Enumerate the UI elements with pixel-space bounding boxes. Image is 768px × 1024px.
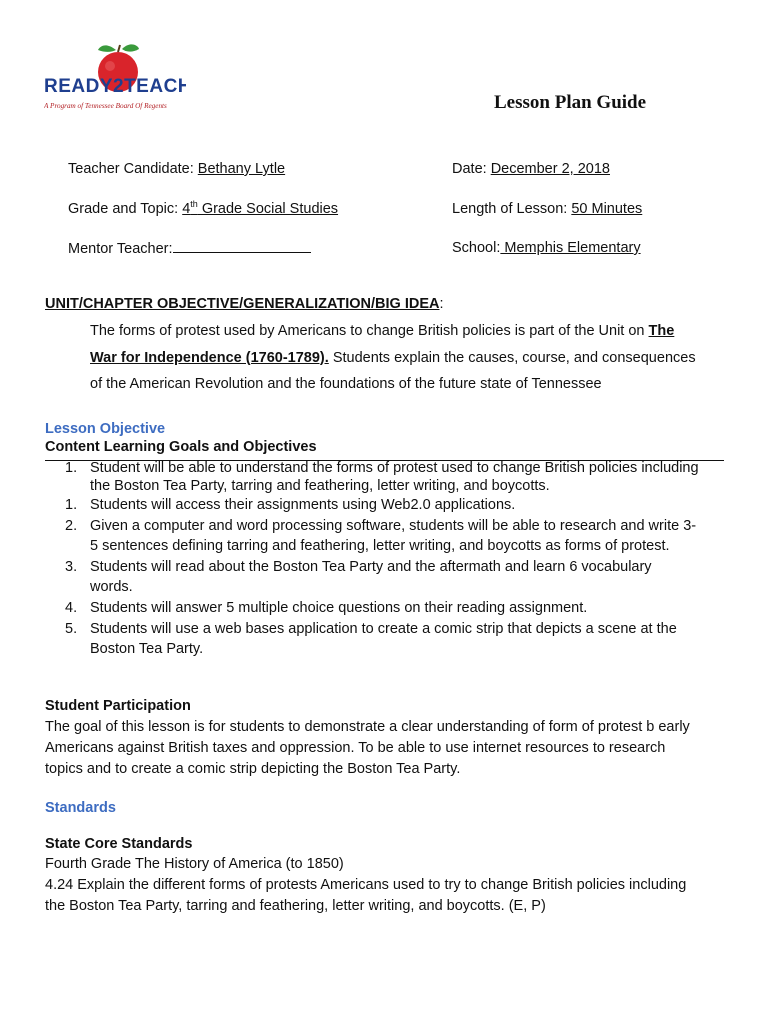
content-goals-heading: Content Learning Goals and Objectives (45, 439, 317, 455)
list-item-cont: words. (90, 579, 133, 596)
list-item-cont: the Boston Tea Party, tarring and feathering, letter writing, and boycotts. (90, 478, 550, 494)
teacher-value: Bethany Lytle (197, 161, 286, 177)
standards-paragraph (45, 854, 686, 917)
unit-line-3: of the American Revolution and the foundations of the future state of Tennessee (90, 376, 602, 392)
participation-line-3: topics and to create a comic strip depicting the Boston Tea Party. (45, 761, 461, 777)
mentor-blank-line (173, 239, 311, 253)
unit-heading-text: UNIT/CHAPTER OBJECTIVE/GENERALIZATION/BIG IDEA (45, 296, 440, 312)
standards-heading: Standards (45, 800, 116, 816)
list-item: 2. Given a computer and word processing software, students will be able to research and write 3- (65, 517, 697, 534)
participation-heading: Student Participation (45, 698, 191, 714)
unit-paragraph (90, 318, 696, 398)
state-core-standards-heading: State Core Standards (45, 836, 193, 852)
standards-line-3: the Boston Tea Party, tarring and feathering, letter writing, and boycotts. (E, P) (45, 898, 546, 914)
logo-wordmark: READY2TEACH (44, 76, 186, 97)
length-label: Length of Lesson: (452, 201, 572, 217)
date-field (452, 160, 610, 178)
unit-line-2: War for Independence (1760-1789). Students explain the causes, course, and consequences (90, 349, 696, 366)
school-field (452, 239, 641, 257)
grade-value-rest: Grade Social Studies (197, 201, 339, 217)
date-label: Date: (452, 161, 491, 177)
apple-icon (44, 42, 186, 116)
list-item: 1. Student will be able to understand the forms of protest used to change British policies including (65, 460, 699, 476)
length-field (452, 200, 642, 218)
list-item: 1. Students will access their assignments using Web2.0 applications. (65, 497, 516, 513)
objectives-list-2 (65, 495, 696, 660)
list-item: 4. Students will answer 5 multiple choice questions on their reading assignment. (65, 599, 588, 616)
lesson-objective-heading: Lesson Objective (45, 421, 166, 437)
unit-heading-colon: : (439, 296, 444, 312)
teacher-label: Teacher Candidate: (68, 161, 198, 177)
grade-value-num: 4 (182, 201, 191, 217)
list-item: 5. Students will use a web bases application to create a comic strip that depicts a scene at the (65, 620, 677, 637)
standards-line-2: 4.24 Explain the different forms of protests Americans used to try to change British policies including (45, 877, 687, 893)
grade-topic-field (68, 200, 338, 218)
date-value: December 2, 2018 (490, 161, 610, 177)
list-item: 3. Students will read about the Boston Tea Party and the aftermath and learn 6 vocabulary (65, 558, 652, 575)
school-label: School: (452, 240, 501, 256)
list-item-cont: Boston Tea Party. (90, 641, 204, 658)
unit-heading (45, 296, 444, 312)
length-value: 50 Minutes (571, 201, 643, 217)
objectives-list (65, 459, 699, 495)
unit-line-1: The forms of protest used by Americans to change British policies is part of the Unit on The (90, 323, 675, 339)
school-value: Memphis Elementary (500, 240, 641, 256)
participation-paragraph (45, 717, 690, 780)
ready2teach-logo (44, 42, 186, 116)
participation-line-2: Americans against British taxes and oppression. To be able to use internet resources to research (45, 740, 666, 756)
mentor-label: Mentor Teacher: (68, 241, 173, 257)
teacher-candidate-field (68, 160, 285, 178)
participation-line-1: The goal of this lesson is for students to demonstrate a clear understanding of form of protest b early (45, 719, 690, 735)
list-item-cont: 5 sentences defining tarring and feathering, letter writing, and boycotts as forms of protest. (90, 538, 670, 555)
standards-line-1: Fourth Grade The History of America (to 1850) (45, 856, 344, 872)
grade-label: Grade and Topic: (68, 201, 183, 217)
mentor-teacher-field (68, 239, 311, 258)
grade-value-sup: th (190, 199, 198, 209)
page-title: Lesson Plan Guide (494, 92, 647, 113)
logo-tagline: A Program of Tennessee Board Of Regents (44, 102, 167, 110)
